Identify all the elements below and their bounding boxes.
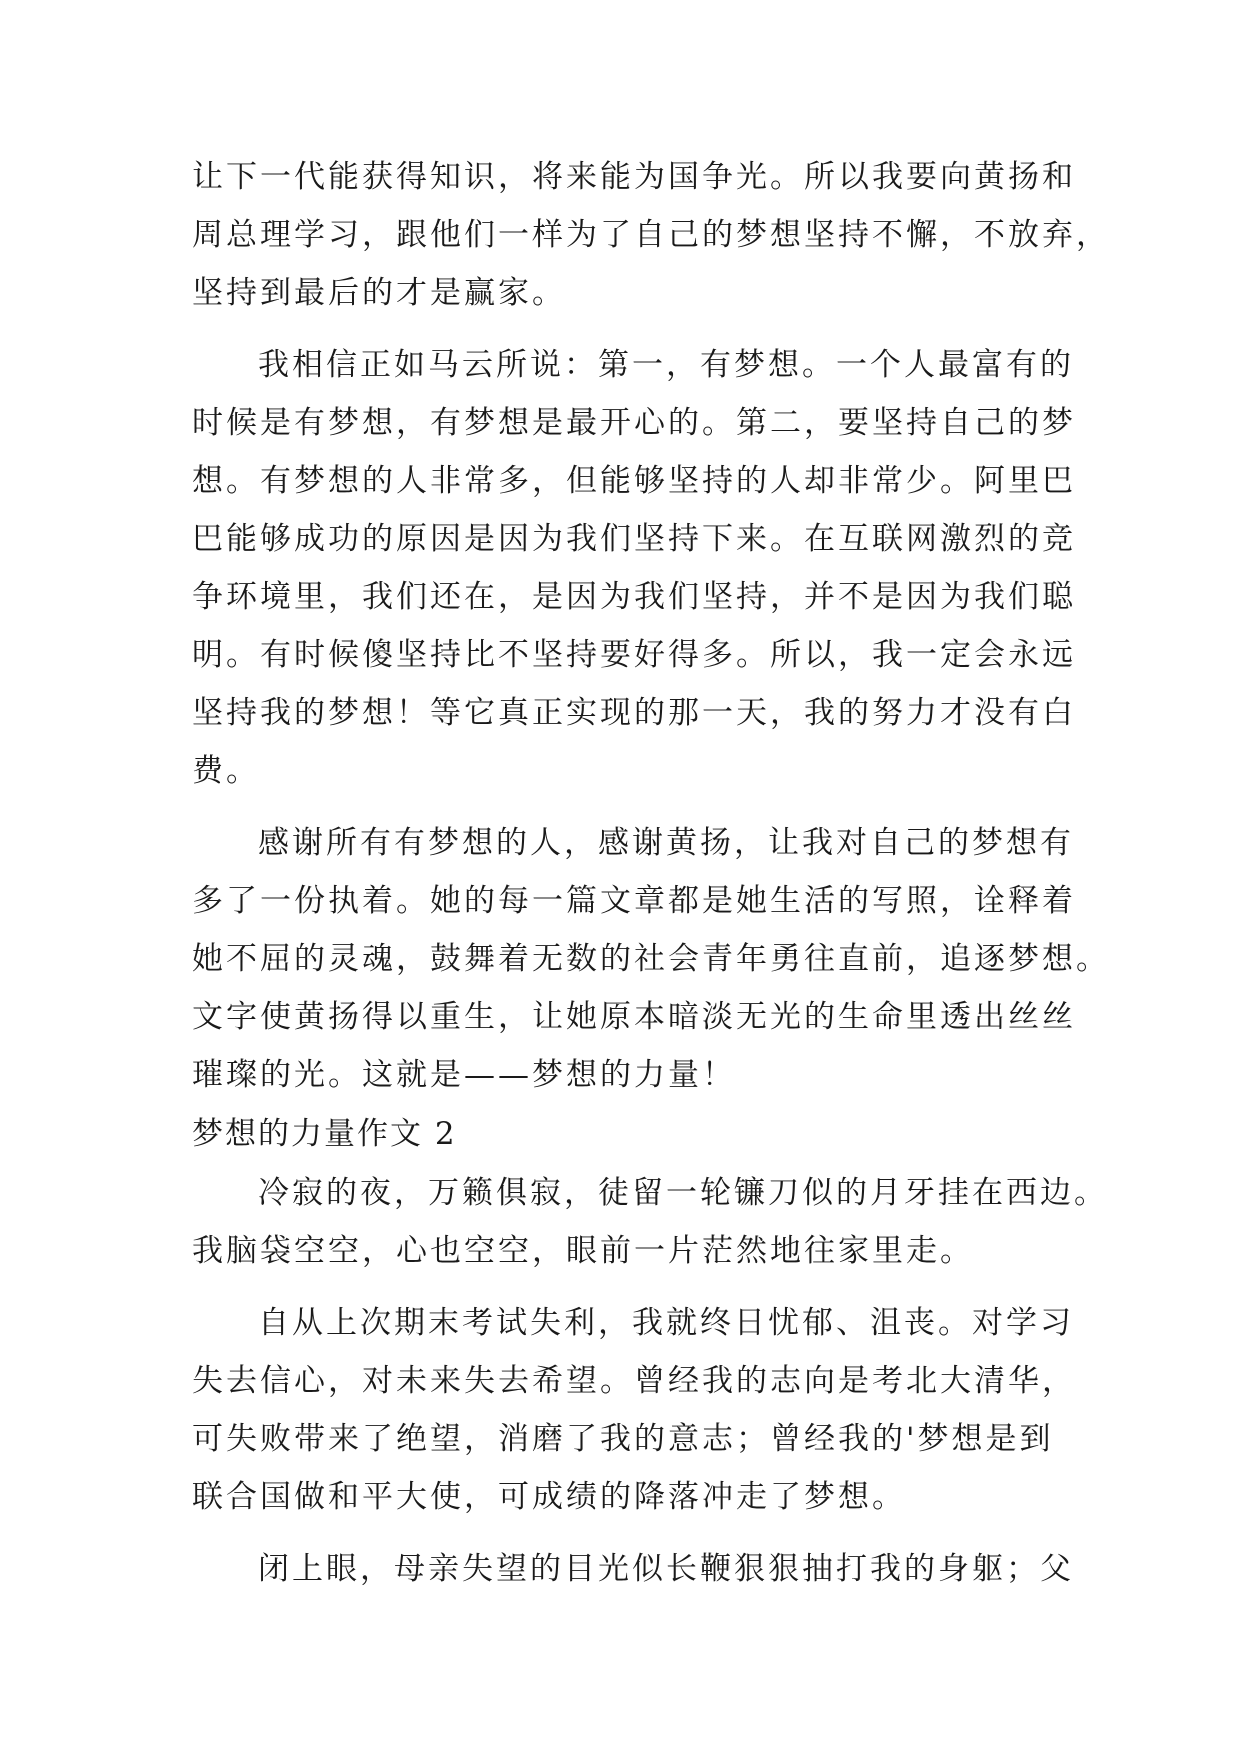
text-line: 明。有时候傻坚持比不坚持要好得多。所以，我一定会永远 (192, 637, 1076, 673)
text-line: 费。 (192, 753, 260, 789)
text-line: 璀璨的光。这就是——梦想的力量！ (192, 1057, 736, 1093)
text-line: 她不屈的灵魂，鼓舞着无数的社会青年勇往直前，追逐梦想。 (192, 941, 1110, 977)
text-line: 周总理学习，跟他们一样为了自己的梦想坚持不懈，不放弃， (192, 217, 1110, 253)
text-line: 自从上次期末考试失利，我就终日忧郁、沮丧。对学习 (258, 1305, 1074, 1341)
text-line: 失去信心，对未来失去希望。曾经我的志向是考北大清华， (192, 1363, 1076, 1399)
text-line: 可失败带来了绝望，消磨了我的意志；曾经我的'梦想是到 (192, 1421, 1054, 1457)
text-line: 坚持到最后的才是赢家。 (192, 275, 566, 311)
paragraph (192, 814, 1110, 1104)
paragraph (192, 1164, 1108, 1280)
paragraph (192, 1294, 1076, 1526)
text-line: 巴能够成功的原因是因为我们坚持下来。在互联网激烈的竞 (192, 521, 1076, 557)
text-line: 文字使黄扬得以重生，让她原本暗淡无光的生命里透出丝丝 (192, 999, 1076, 1035)
paragraph (192, 148, 1110, 322)
text-line: 争环境里，我们还在，是因为我们坚持，并不是因为我们聪 (192, 579, 1076, 615)
paragraph (192, 336, 1076, 800)
text-line: 时候是有梦想，有梦想是最开心的。第二，要坚持自己的梦 (192, 405, 1076, 441)
text-line: 想。有梦想的人非常多，但能够坚持的人却非常少。阿里巴 (192, 463, 1076, 499)
text-line: 闭上眼，母亲失望的目光似长鞭狠狠抽打我的身躯；父 (258, 1551, 1074, 1587)
text-line: 让下一代能获得知识，将来能为国争光。所以我要向黄扬和 (192, 159, 1076, 195)
text-line: 我脑袋空空，心也空空，眼前一片茫然地往家里走。 (192, 1233, 974, 1269)
text-line: 联合国做和平大使，可成绩的降落冲走了梦想。 (192, 1479, 906, 1515)
document-body (192, 148, 1110, 1598)
section-title: 梦想的力量作文 2 (192, 1116, 457, 1152)
text-line: 冷寂的夜，万籁俱寂，徒留一轮镰刀似的月牙挂在西边。 (258, 1175, 1108, 1211)
paragraph (192, 1540, 1074, 1598)
text-line: 坚持我的梦想！等它真正实现的那一天，我的努力才没有白 (192, 695, 1076, 731)
text-line: 多了一份执着。她的每一篇文章都是她生活的写照，诠释着 (192, 883, 1076, 919)
text-line: 我相信正如马云所说：第一，有梦想。一个人最富有的 (258, 347, 1074, 383)
text-line: 感谢所有有梦想的人，感谢黄扬，让我对自己的梦想有 (258, 825, 1074, 861)
